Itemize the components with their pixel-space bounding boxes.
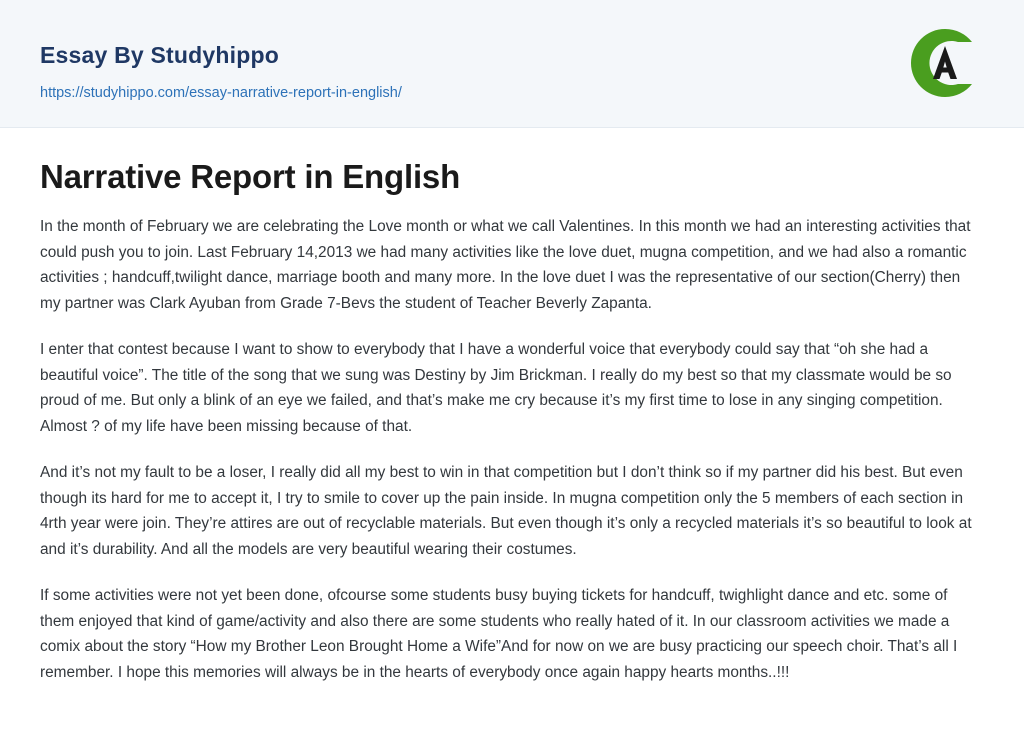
brand-title: Essay By Studyhippo — [40, 42, 279, 68]
page-title: Narrative Report in English — [40, 158, 461, 195]
site-header — [0, 0, 1024, 128]
source-url-link[interactable]: https://studyhippo.com/essay-narrative-report-in-english/ — [40, 85, 402, 101]
article-paragraph: If some activities were not yet been done, ofcourse some students busy buying tickets for handcuff, twighlight dance and etc. some of them enjoyed that kind of game/activity and also there are some students who really hated of it. In our classroom activities we made a comix about the story “How my Brother Leon Brought Home a Wife”And for now on we are busy practicing our speech choir. That’s all I remember. I hope this memories will always be in the hearts of everybody once again happy hearts months..!!! — [40, 587, 958, 681]
article-paragraph: In the month of February we are celebrating the Love month or what we call Valentines. In this month we had an interesting activities that could push you to join. Last February 14,2013 we had many activities like the love duet, mugna competition, and we had also a romantic activities ; handcuff,twilight dance, marriage booth and many more. In the love duet I was the representative of our section(Cherry) then my partner was Clark Ayuban from Grade 7-Bevs the student of Teacher Beverly Zapanta. — [40, 218, 971, 312]
article-paragraph: I enter that contest because I want to show to everybody that I have a wonderful voice that everybody could say that “oh she had a beautiful voice”. The title of the song that we sung was Destiny by Jim Brickman. I really do my best so that my classmate would be so proud of me. But only a blink of an eye we failed, and that’s make me cry because it’s my first time to lose in any singing competition. Almost ? of my life have been missing because of that. — [40, 341, 952, 435]
studyhippo-a-logo — [906, 24, 984, 102]
article-paragraph: And it’s not my fault to be a loser, I really did all my best to win in that competition but I don’t think so if my partner did his best. But even though its hard for me to accept it, I try to smile to cover up the pain inside. In mugna competition only the 5 members of each section in 4rth year were join. They’re attires are out of recyclable materials. But even though it’s only a recycled materials it’s so beautiful to look at and it’s durability. And all the models are very beautiful wearing their costumes. — [40, 464, 972, 558]
article-body — [0, 128, 1024, 685]
